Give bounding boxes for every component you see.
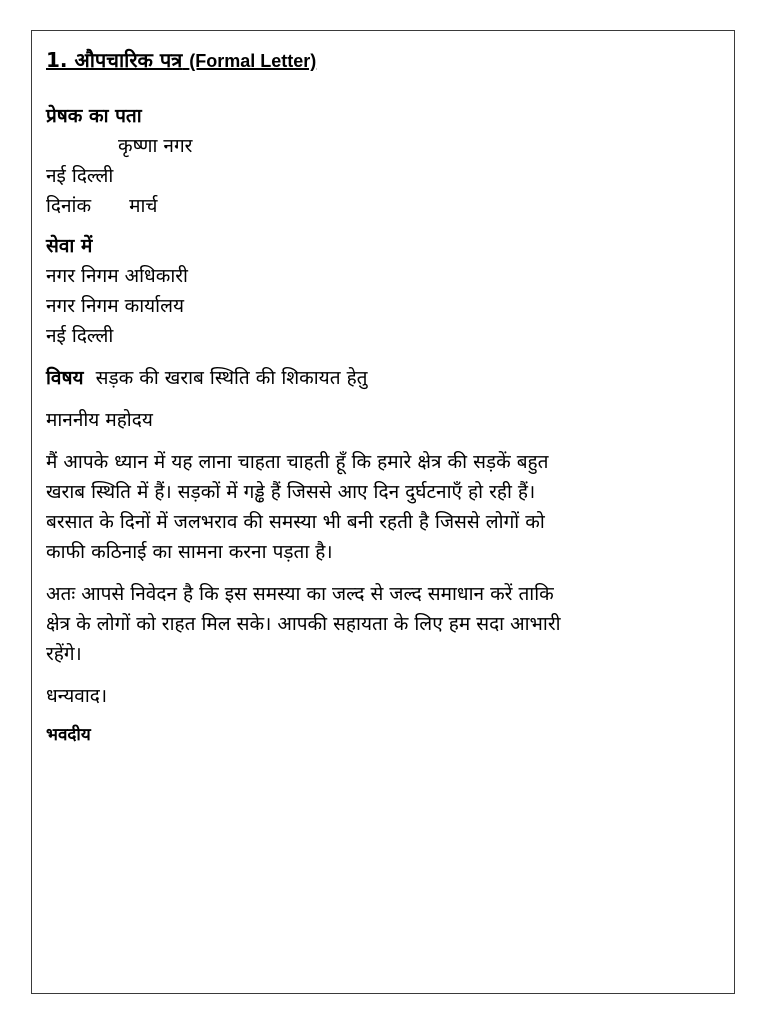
sender-address-line: कृष्णा नगर (118, 135, 193, 157)
paragraph-line: बरसात के दिनों में जलभराव की समस्या भी बनी रहती है जिससे लोगों को (46, 511, 545, 533)
recipient-line: नई दिल्ली (46, 325, 114, 347)
paragraph-line: काफी कठिनाई का सामना करना पड़ता है। (46, 541, 333, 563)
paragraph-line: क्षेत्र के लोगों को राहत मिल सके। आपकी सहायता के लिए हम सदा आभारी (46, 613, 561, 635)
paragraph-2 (46, 579, 726, 669)
salutation: माननीय महोदय (46, 409, 153, 431)
recipient-line: नगर निगम अधिकारी (46, 265, 188, 287)
title-hindi: 1. औपचारिक पत्र (46, 48, 183, 72)
paragraph-line: रहेंगे। (46, 643, 82, 665)
closing-line: भवदीय (46, 725, 91, 745)
subject-row (46, 363, 726, 393)
title-english: (Formal Letter) (189, 51, 317, 71)
sender-address-line: नई दिल्ली (46, 165, 114, 187)
subject-label: विषय (46, 367, 84, 389)
paragraph-1 (46, 447, 726, 567)
date-label: दिनांक (46, 195, 92, 217)
date-value: मार्च (129, 195, 158, 217)
paragraph-line: खराब स्थिति में हैं। सड़कों में गड्ढे हैं जिससे आए दिन दुर्घटनाएँ हो रही हैं। (46, 481, 536, 503)
thanks-line: धन्यवाद। (46, 685, 108, 707)
letter-title (46, 44, 726, 77)
sender-label: प्रेषक का पता (46, 105, 142, 127)
paragraph-line: अतः आपसे निवेदन है कि इस समस्या का जल्द से जल्द समाधान करें ताकि (46, 583, 554, 605)
paragraph-line: मैं आपके ध्यान में यह लाना चाहता चाहती हूँ कि हमारे क्षेत्र की सड़कें बहुत (46, 451, 549, 473)
subject-text: सड़क की खराब स्थिति की शिकायत हेतु (95, 367, 368, 389)
date-row (46, 191, 726, 221)
letter-body (46, 44, 726, 749)
recipient-line: नगर निगम कार्यालय (46, 295, 184, 317)
recipient-label: सेवा में (46, 235, 93, 257)
